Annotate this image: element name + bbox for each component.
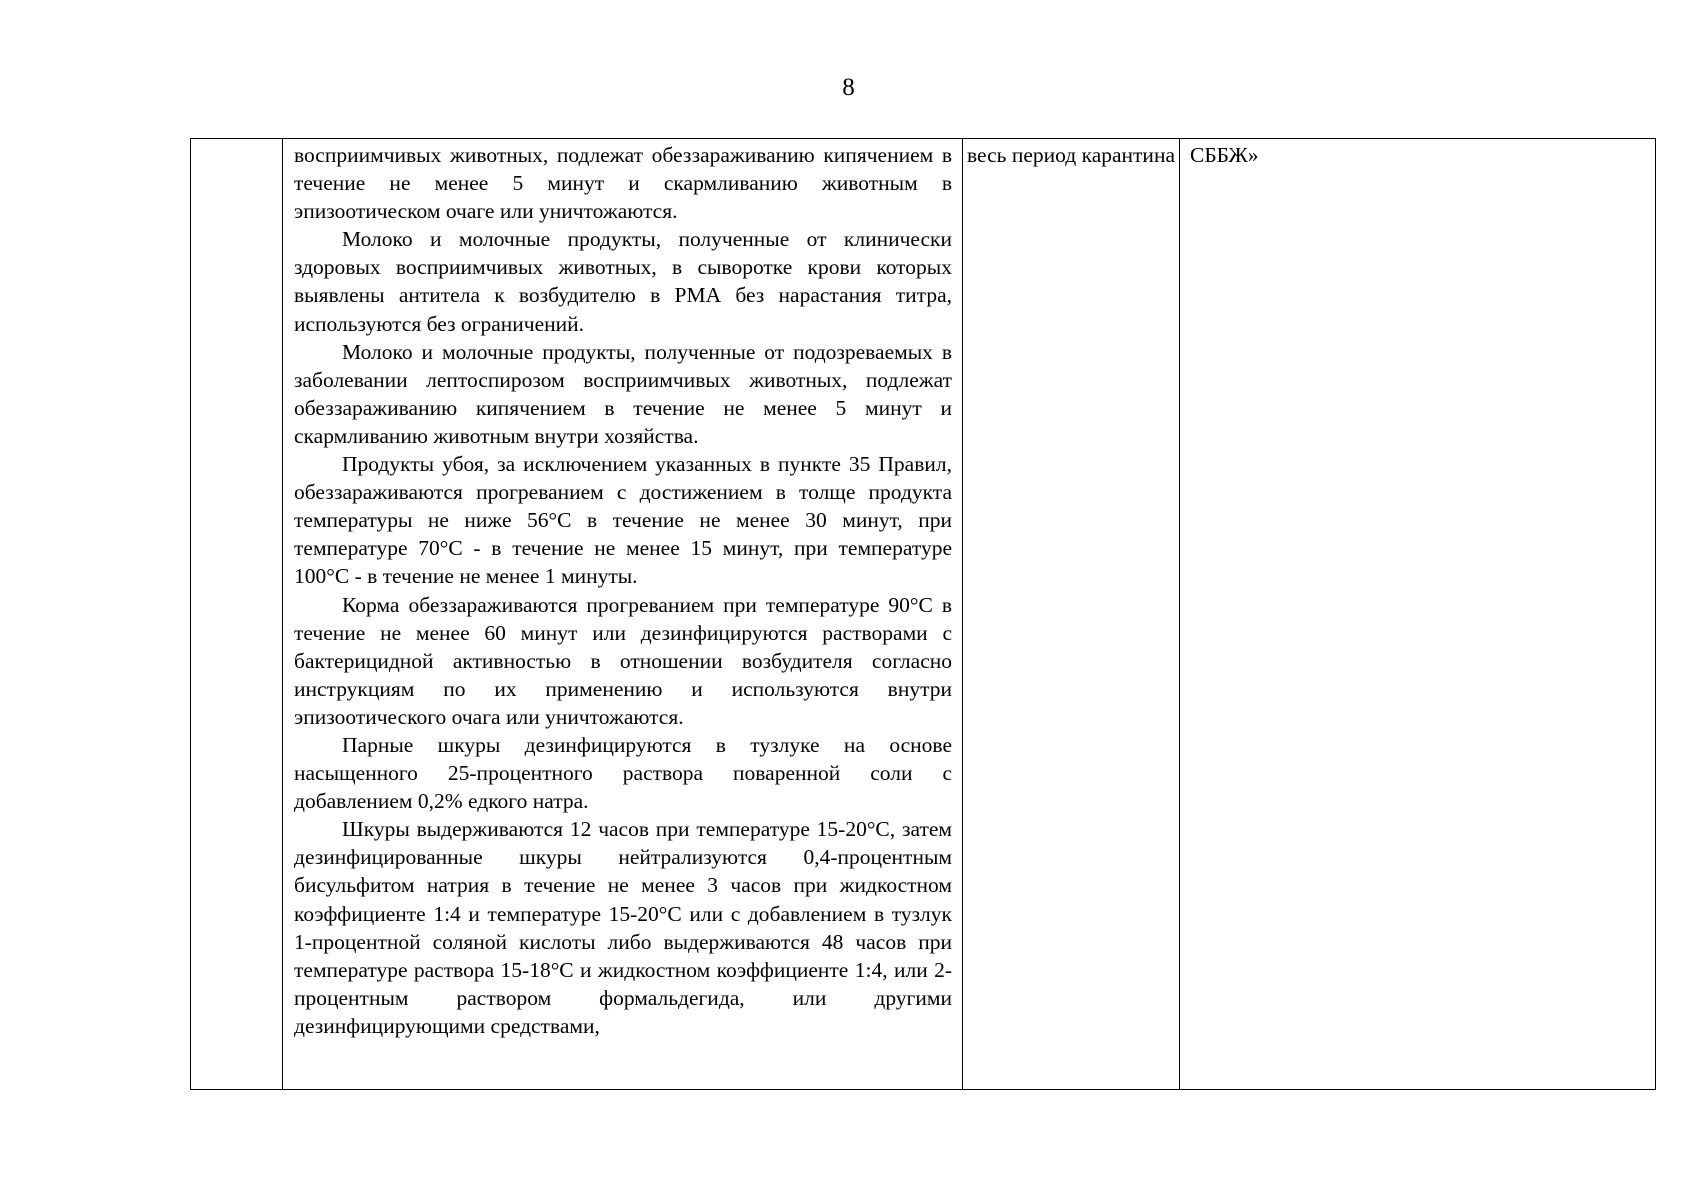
measure-paragraph: восприимчивых животных, подлежат обеззараживанию кипячением в течение не менее 5 минут и скармливанию животным в эпизоотическом очаге или уничтожаются. bbox=[294, 143, 952, 224]
responsible-text: СББЖ» bbox=[1190, 143, 1259, 167]
measure-paragraph: Парные шкуры дезинфицируются в тузлуке на основе насыщенного 25-процентного раствора поваренной соли с добавлением 0,2% едкого натра. bbox=[294, 732, 952, 814]
deadline-cell bbox=[963, 139, 1180, 1090]
table-row bbox=[191, 139, 1656, 1090]
deadline-text: весь период карантина bbox=[967, 143, 1175, 167]
responsible-cell bbox=[1180, 139, 1656, 1090]
measure-paragraph: Молоко и молочные продукты, полученные от клинически здоровых восприимчивых животных, в сыворотке крови которых выявлены антитела к возбудителю в РМА без нарастания титра, используются без ограничений. bbox=[294, 227, 952, 336]
measures-table bbox=[190, 138, 1656, 1090]
row-number-cell bbox=[191, 139, 283, 1090]
page-number: 8 bbox=[842, 74, 855, 101]
measure-paragraph: Молоко и молочные продукты, полученные от подозреваемых в заболевании лептоспирозом восприимчивых животных, подлежат обеззараживанию кипячением в течение не менее 5 минут и скармливанию животным внутри хозяйства. bbox=[294, 339, 952, 448]
measures-cell bbox=[283, 139, 963, 1090]
measure-paragraph: Корма обеззараживаются прогреванием при температуре 90°С в течение не менее 60 минут или дезинфицируются растворами с бактерицидной активностью в отношении возбудителя согласно инструкциям по их применению и используются внутри эпизоотического очага или уничтожаются. bbox=[294, 592, 952, 729]
measure-paragraph: Шкуры выдерживаются 12 часов при температуре 15-20°С, затем дезинфицированные шкуры нейтрализуются 0,4-процентным бисульфитом натрия в течение не менее 3 часов при жидкостном коэффициенте 1:4 и температуре 15-20°С или с добавлением в тузлук 1-процентной соляной кислоты либо выдерживаются 48 часов при температуре раствора 15-18°С и жидкостном коэффициенте 1:4, или 2-процентным раствором формальдегида, или другими дезинфицирующими средствами, bbox=[294, 817, 952, 1038]
measure-paragraph: Продукты убоя, за исключением указанных в пункте 35 Правил, обеззараживаются прогреванием с достижением в толще продукта температуры не ниже 56°С в течение не менее 30 минут, при температуре 70°С - в течение не менее 15 минут, при температуре 100°С - в течение не менее 1 минуты. bbox=[294, 452, 952, 589]
